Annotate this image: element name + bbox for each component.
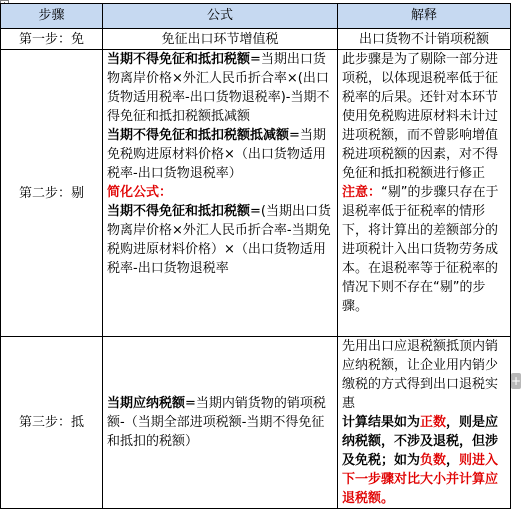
formula-text: =(当期出口货物离岸价格×外汇人民币折合率-当期免税购进原材料价格）×（出口货物适用税率-出口货物退税率	[107, 204, 331, 276]
explanation-text: 此步骤是为了剔除一部分进项税，以体现退税率低于征税率的后果。还针对本环节使用免税购进原材料未计过进项税额，而不曾影响增值税进项税额的因素，对不得免征和抵扣税额进行修正	[342, 52, 499, 181]
add-column-handle[interactable]: +	[511, 374, 522, 388]
formula-term: 当期不得免征和抵扣税额抵减额	[107, 128, 290, 143]
header-step: 步骤	[1, 4, 103, 29]
table-row	[1, 29, 511, 50]
next-step-highlight: 则进入下一步骤对比大小并计算应退税额。	[342, 453, 499, 506]
formula-text: =当期出口货物离岸价格×外汇人民币折合率×(出口货物适用税率-出口货物退税率)-当期不得免征和抵扣税额抵减额	[107, 52, 330, 124]
header-row	[1, 4, 511, 29]
simplified-formula-label: 简化公式：	[107, 185, 173, 200]
step-label: 第三步：抵	[1, 337, 103, 509]
note-label: 注意：	[342, 185, 382, 200]
result-text: ，	[446, 453, 460, 468]
positive-highlight: 正数	[420, 415, 447, 430]
header-formula: 公式	[103, 4, 338, 29]
result-text: 计算结果如为	[342, 415, 421, 430]
explanation-cell: 出口货物不计销项税额	[338, 29, 511, 50]
formula-cell: 免征出口环节增值税	[103, 29, 338, 50]
table-row	[1, 50, 511, 337]
step-label: 第一步：免	[1, 29, 103, 50]
result-text: ，则是应纳税额，不涉及退税，但涉及免税；如为	[342, 415, 499, 468]
formula-term: 当期不得免征和抵扣税额	[107, 52, 251, 67]
header-explanation: 解释	[338, 4, 511, 29]
formula-text: =当期内销货物的销项税额-（当期全部进项税额-当期不得免征和抵扣的税额）	[107, 396, 326, 449]
explanation-text: “剔”的步骤只存在于退税率低于征税率的情形下，将计算出的差额部分的进项税计入出口货物劳务成本。在退税率等于征税率的情况下则不存在“剔”的步骤。	[342, 185, 499, 314]
tax-refund-table	[0, 3, 511, 509]
table-row	[1, 337, 511, 509]
step-label: 第二步：剔	[1, 50, 103, 337]
formula-text: =当期免税购进原材料价格×（出口货物适用税率-出口货物退税率）	[107, 128, 326, 181]
explanation-cell	[338, 50, 511, 337]
explanation-cell	[338, 337, 511, 509]
formula-cell	[103, 337, 338, 509]
formula-term: 当期应纳税额	[107, 396, 186, 411]
formula-term: 当期不得免征和抵扣税额	[107, 204, 251, 219]
explanation-text: 先用出口应退税额抵顶内销应纳税额，让企业用内销少缴税的方式得到出口退税实惠	[342, 339, 499, 411]
negative-highlight: 负数	[420, 453, 447, 468]
formula-cell	[103, 50, 338, 337]
